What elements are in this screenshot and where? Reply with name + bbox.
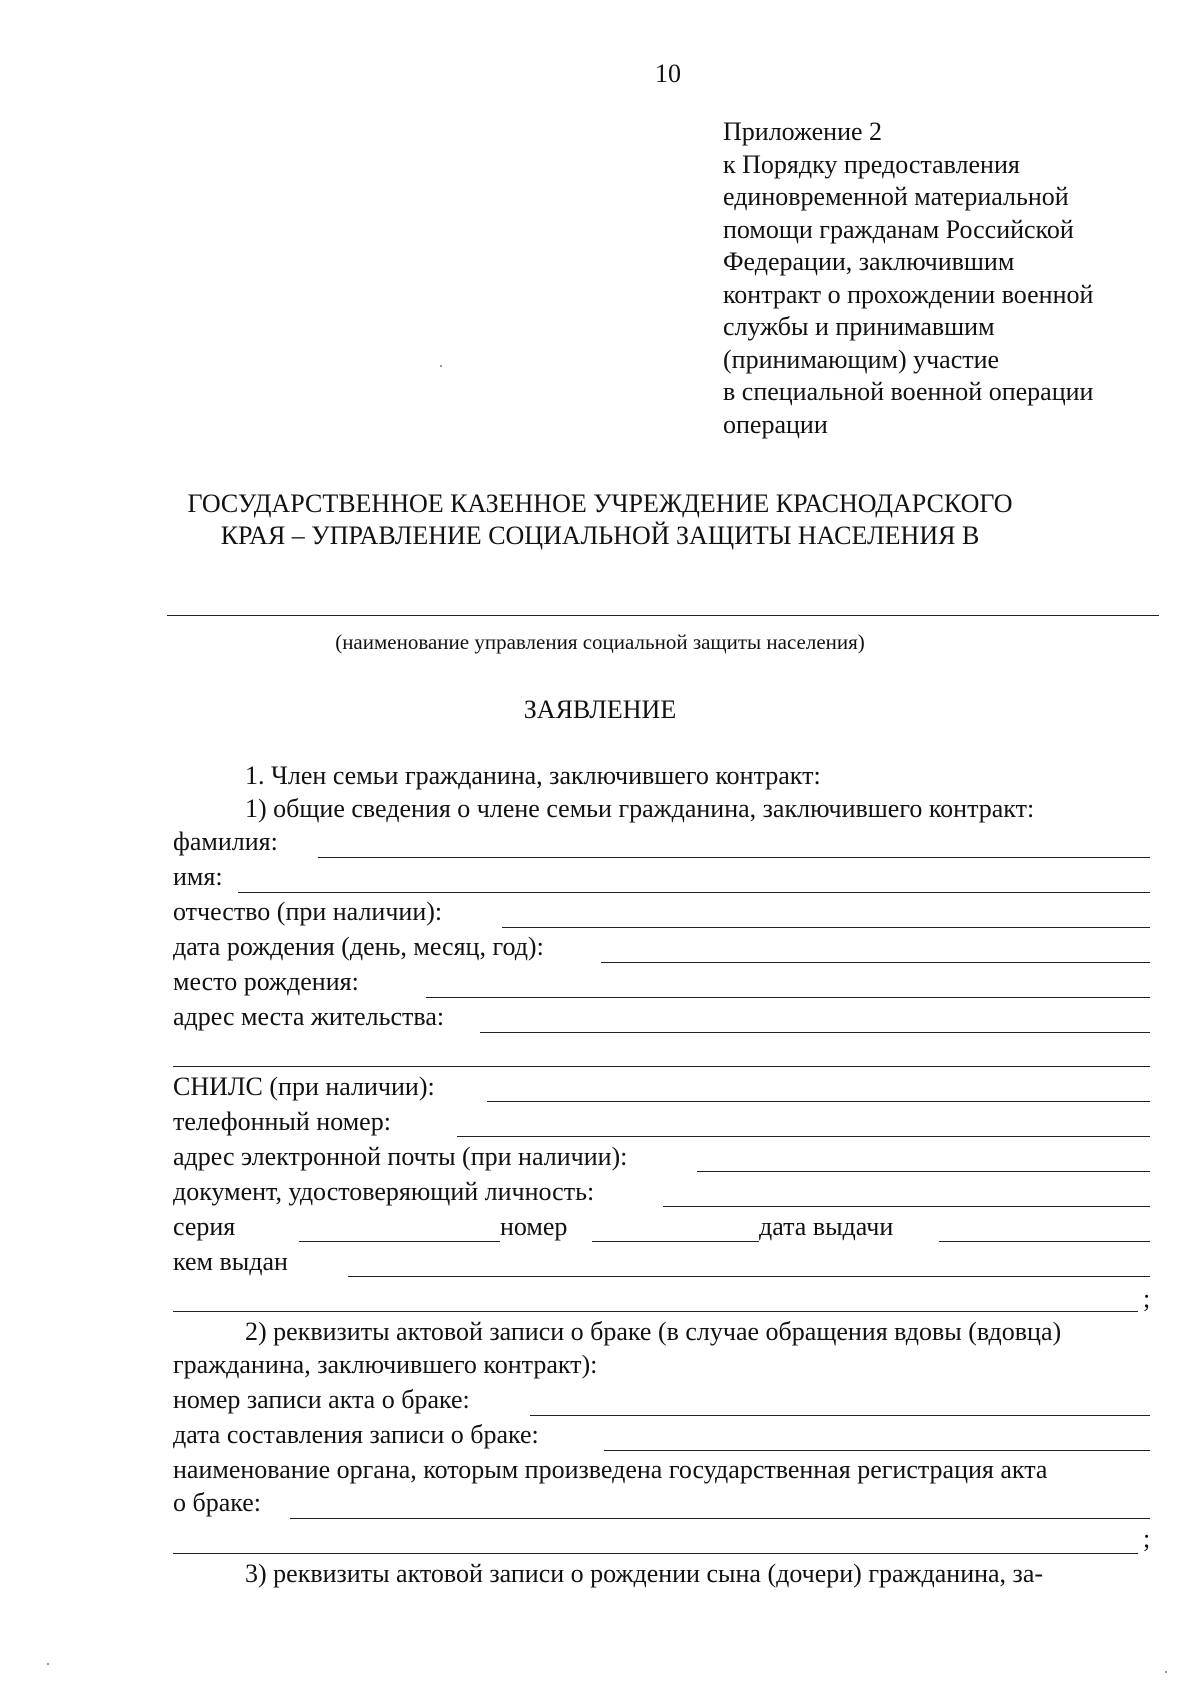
email-field[interactable] [697, 1171, 1150, 1172]
snils-field[interactable] [487, 1101, 1150, 1102]
issued-by-label: кем выдан [173, 1247, 288, 1276]
annex-line: Приложение 2 [723, 117, 883, 146]
snils-label: СНИЛС (при наличии): [173, 1072, 435, 1101]
end-semicolon: ; [1143, 1284, 1151, 1313]
annex-line: единовременной материальной [723, 182, 1069, 211]
institution-caption: (наименование управления социальной защиты населения) [335, 630, 865, 654]
institution-line2: КРАЯ – УПРАВЛЕНИЕ СОЦИАЛЬНОЙ ЗАЩИТЫ НАСЕЛЕНИЯ В [220, 521, 980, 550]
section1-heading: 1. Член семьи гражданина, заключившего контракт: [245, 761, 821, 790]
marriage-record-date-field[interactable] [604, 1450, 1150, 1451]
section1-sub1: 1) общие сведения о члене семьи гражданина, заключившего контракт: [245, 794, 1035, 823]
birth-date-field[interactable] [601, 962, 1150, 963]
registration-authority-field[interactable] [290, 1518, 1150, 1519]
name-field[interactable] [238, 892, 1150, 893]
page-number: 10 [655, 59, 681, 88]
address-label: адрес места жительства: [173, 1002, 445, 1031]
section1-sub2-line1: 2) реквизиты актовой записи о браке (в случае обращения вдовы (вдовца) [245, 1317, 1062, 1346]
birth-date-label: дата рождения (день, месяц, год): [173, 932, 544, 961]
id-doc-label: документ, удостоверяющий личность: [173, 1177, 595, 1206]
annex-line: службы и принимавшим [723, 312, 995, 341]
end-semicolon: ; [1143, 1524, 1151, 1553]
birth-place-label: место рождения: [173, 967, 359, 996]
name-label: имя: [173, 862, 223, 891]
series-label: серия [173, 1212, 236, 1241]
annex-line: контракт о прохождении военной [723, 279, 1094, 309]
annex-line: (принимающим) участие [723, 344, 1000, 374]
marriage-record-number-label: номер записи акта о браке: [173, 1385, 470, 1414]
scan-speck [1165, 1671, 1167, 1673]
section1-sub2-line2: гражданина, заключившего контракт): [173, 1350, 598, 1379]
annex-line: операции [723, 409, 828, 439]
patronymic-field[interactable] [502, 927, 1150, 928]
birth-place-field[interactable] [426, 997, 1150, 998]
issued-by-field[interactable] [348, 1276, 1150, 1277]
patronymic-label: отчество (при наличии): [173, 897, 443, 926]
issue-date-label: дата выдачи [759, 1212, 894, 1241]
document-title: ЗАЯВЛЕНИЕ [523, 695, 677, 724]
annex-line: к Порядку предоставления [723, 149, 1020, 179]
institution-name-line[interactable] [167, 615, 1159, 616]
issue-date-field[interactable] [939, 1241, 1150, 1242]
section1-sub3: 3) реквизиты актовой записи о рождении сына (дочери) гражданина, за- [245, 1559, 1044, 1588]
surname-field[interactable] [318, 857, 1150, 858]
series-field[interactable] [299, 1241, 500, 1242]
annex-line: помощи гражданам Российской [723, 214, 1074, 244]
surname-label: фамилия: [173, 827, 278, 856]
registration-authority-label-continued: о браке: [173, 1488, 262, 1517]
institution-line1: ГОСУДАРСТВЕННОЕ КАЗЕННОЕ УЧРЕЖДЕНИЕ КРАСНОДАРСКОГО [187, 489, 1013, 518]
id-doc-field[interactable] [663, 1206, 1150, 1207]
address-field-continued[interactable] [173, 1066, 1150, 1067]
phone-label: телефонный номер: [173, 1107, 391, 1136]
scan-speck [440, 365, 442, 367]
annex-line: Федерации, заключившим [723, 247, 1015, 276]
annex-line: в специальной военной операции [723, 377, 1094, 406]
phone-field[interactable] [457, 1136, 1150, 1137]
marriage-record-date-label: дата составления записи о браке: [173, 1420, 539, 1449]
registration-authority-field-continued[interactable] [173, 1553, 1138, 1554]
issued-by-field-continued[interactable] [173, 1311, 1138, 1312]
address-field[interactable] [480, 1032, 1150, 1033]
scan-speck [47, 1663, 49, 1665]
number-label: номер [500, 1212, 568, 1241]
number-field[interactable] [592, 1241, 759, 1242]
registration-authority-label: наименование органа, которым произведена государственная регистрация акта [173, 1455, 1048, 1484]
marriage-record-number-field[interactable] [530, 1415, 1150, 1416]
email-label: адрес электронной почты (при наличии): [173, 1142, 628, 1171]
